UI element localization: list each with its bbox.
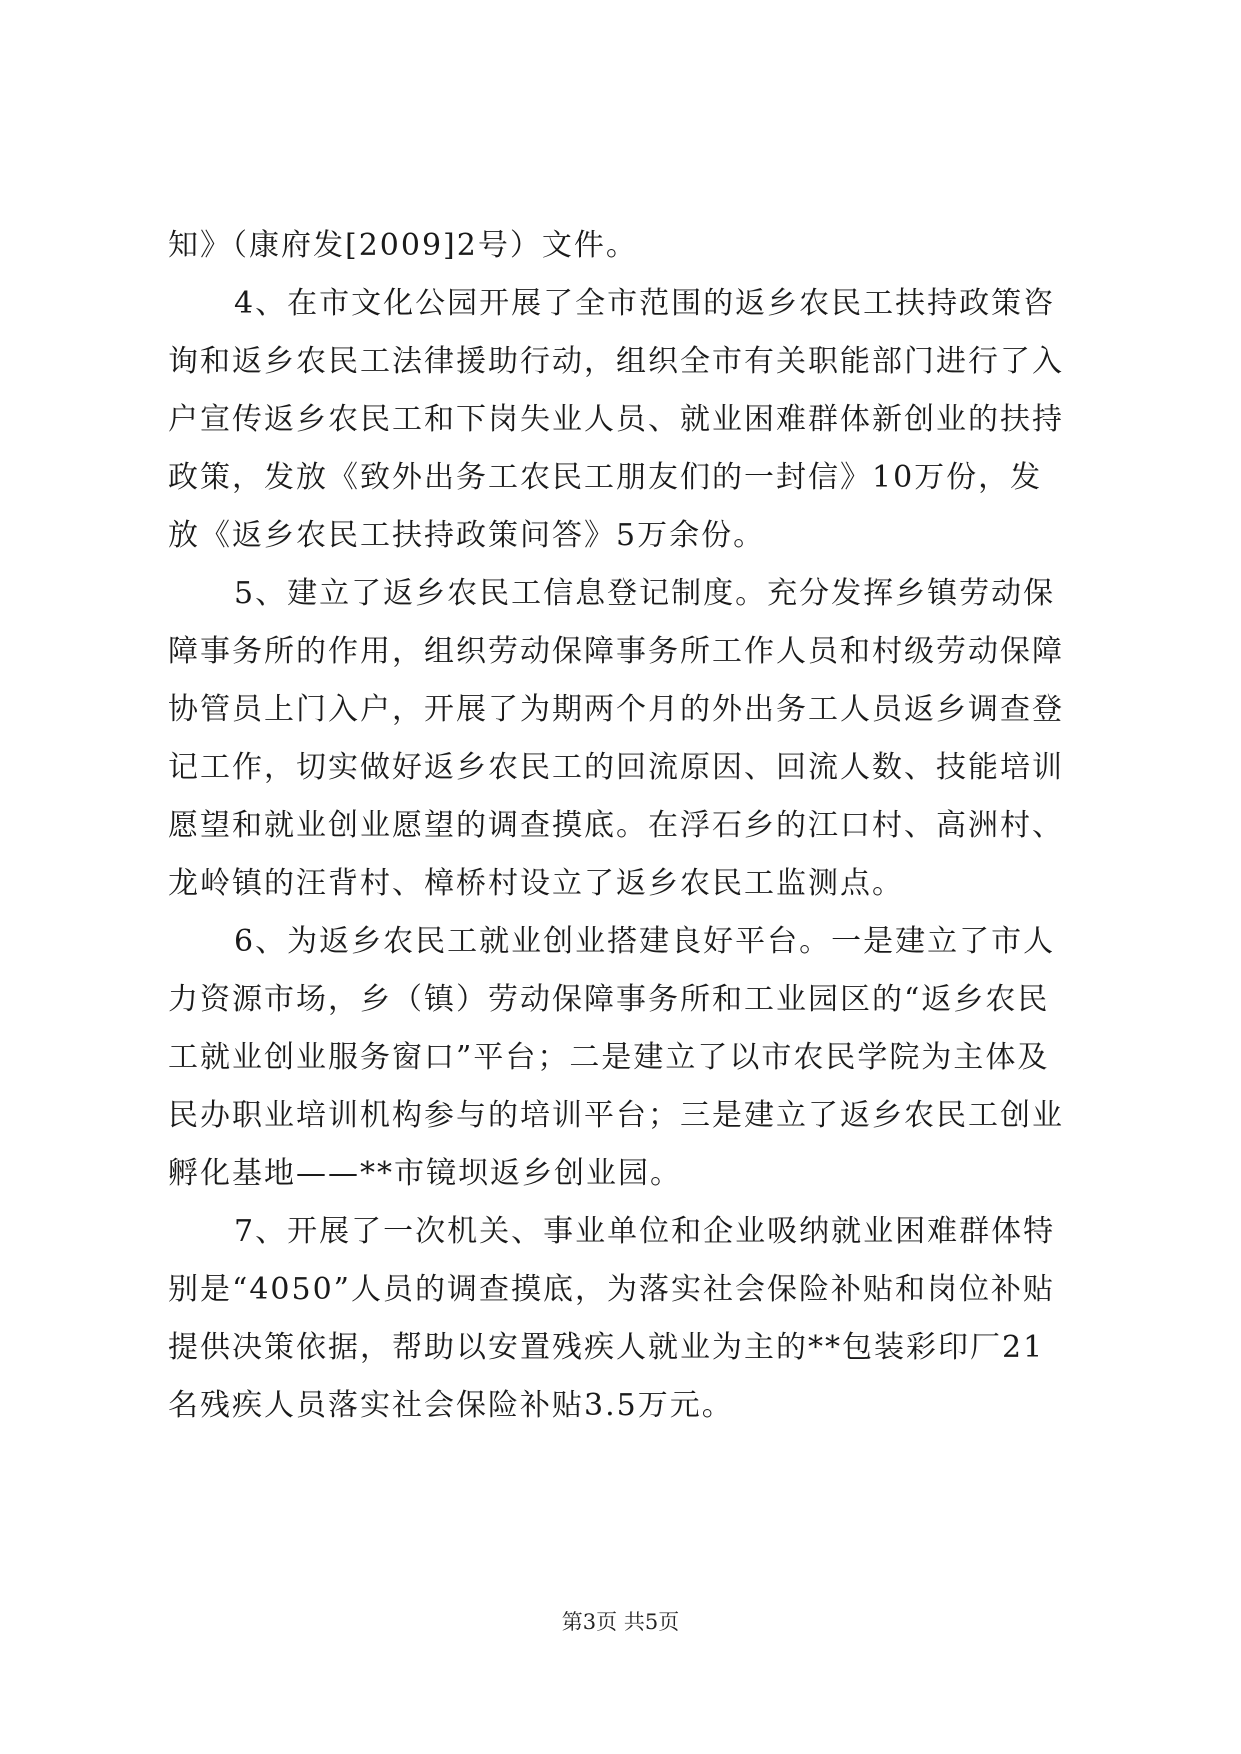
text-line: 户宣传返乡农民工和下岗失业人员、就业困难群体新创业的扶持 (168, 402, 1064, 437)
text-line: 询和返乡农民工法律援助行动，组织全市有关职能部门进行了入 (168, 344, 1064, 379)
text-line: 5、建立了返乡农民工信息登记制度。充分发挥乡镇劳动保 (234, 576, 1056, 611)
text-line: 放《返乡农民工扶持政策问答》5万余份。 (168, 518, 766, 553)
text-line: 工就业创业服务窗口”平台；二是建立了以市农民学院为主体及 (168, 1040, 1050, 1075)
text-line: 政策，发放《致外出务工农民工朋友们的一封信》10万份，发 (168, 460, 1043, 495)
page-number-footer: 第3页 共5页 (561, 1610, 680, 1634)
text-line: 知》（康府发[2009]2号）文件。 (168, 228, 638, 263)
text-line: 力资源市场，乡（镇）劳动保障事务所和工业园区的“返乡农民 (168, 982, 1050, 1017)
text-line: 障事务所的作用，组织劳动保障事务所工作人员和村级劳动保障 (168, 634, 1064, 669)
text-line: 孵化基地——**市镜坝返乡创业园。 (168, 1156, 682, 1191)
text-line: 龙岭镇的汪背村、樟桥村设立了返乡农民工监测点。 (168, 866, 904, 901)
text-line: 记工作，切实做好返乡农民工的回流原因、回流人数、技能培训 (168, 750, 1064, 785)
text-line: 协管员上门入户，开展了为期两个月的外出务工人员返乡调查登 (168, 692, 1064, 727)
text-line: 民办职业培训机构参与的培训平台；三是建立了返乡农民工创业 (168, 1098, 1064, 1133)
text-line: 提供决策依据，帮助以安置残疾人就业为主的**包装彩印厂21 (168, 1330, 1045, 1365)
text-line: 4、在市文化公园开展了全市范围的返乡农民工扶持政策咨 (234, 286, 1056, 321)
text-line: 别是“4050”人员的调查摸底，为落实社会保险补贴和岗位补贴 (168, 1272, 1056, 1307)
text-line: 愿望和就业创业愿望的调查摸底。在浮石乡的江口村、高洲村、 (168, 808, 1064, 843)
text-line: 名残疾人员落实社会保险补贴3.5万元。 (168, 1388, 734, 1423)
text-line: 7、开展了一次机关、事业单位和企业吸纳就业困难群体特 (234, 1214, 1056, 1249)
text-line: 6、为返乡农民工就业创业搭建良好平台。一是建立了市人 (234, 924, 1056, 959)
